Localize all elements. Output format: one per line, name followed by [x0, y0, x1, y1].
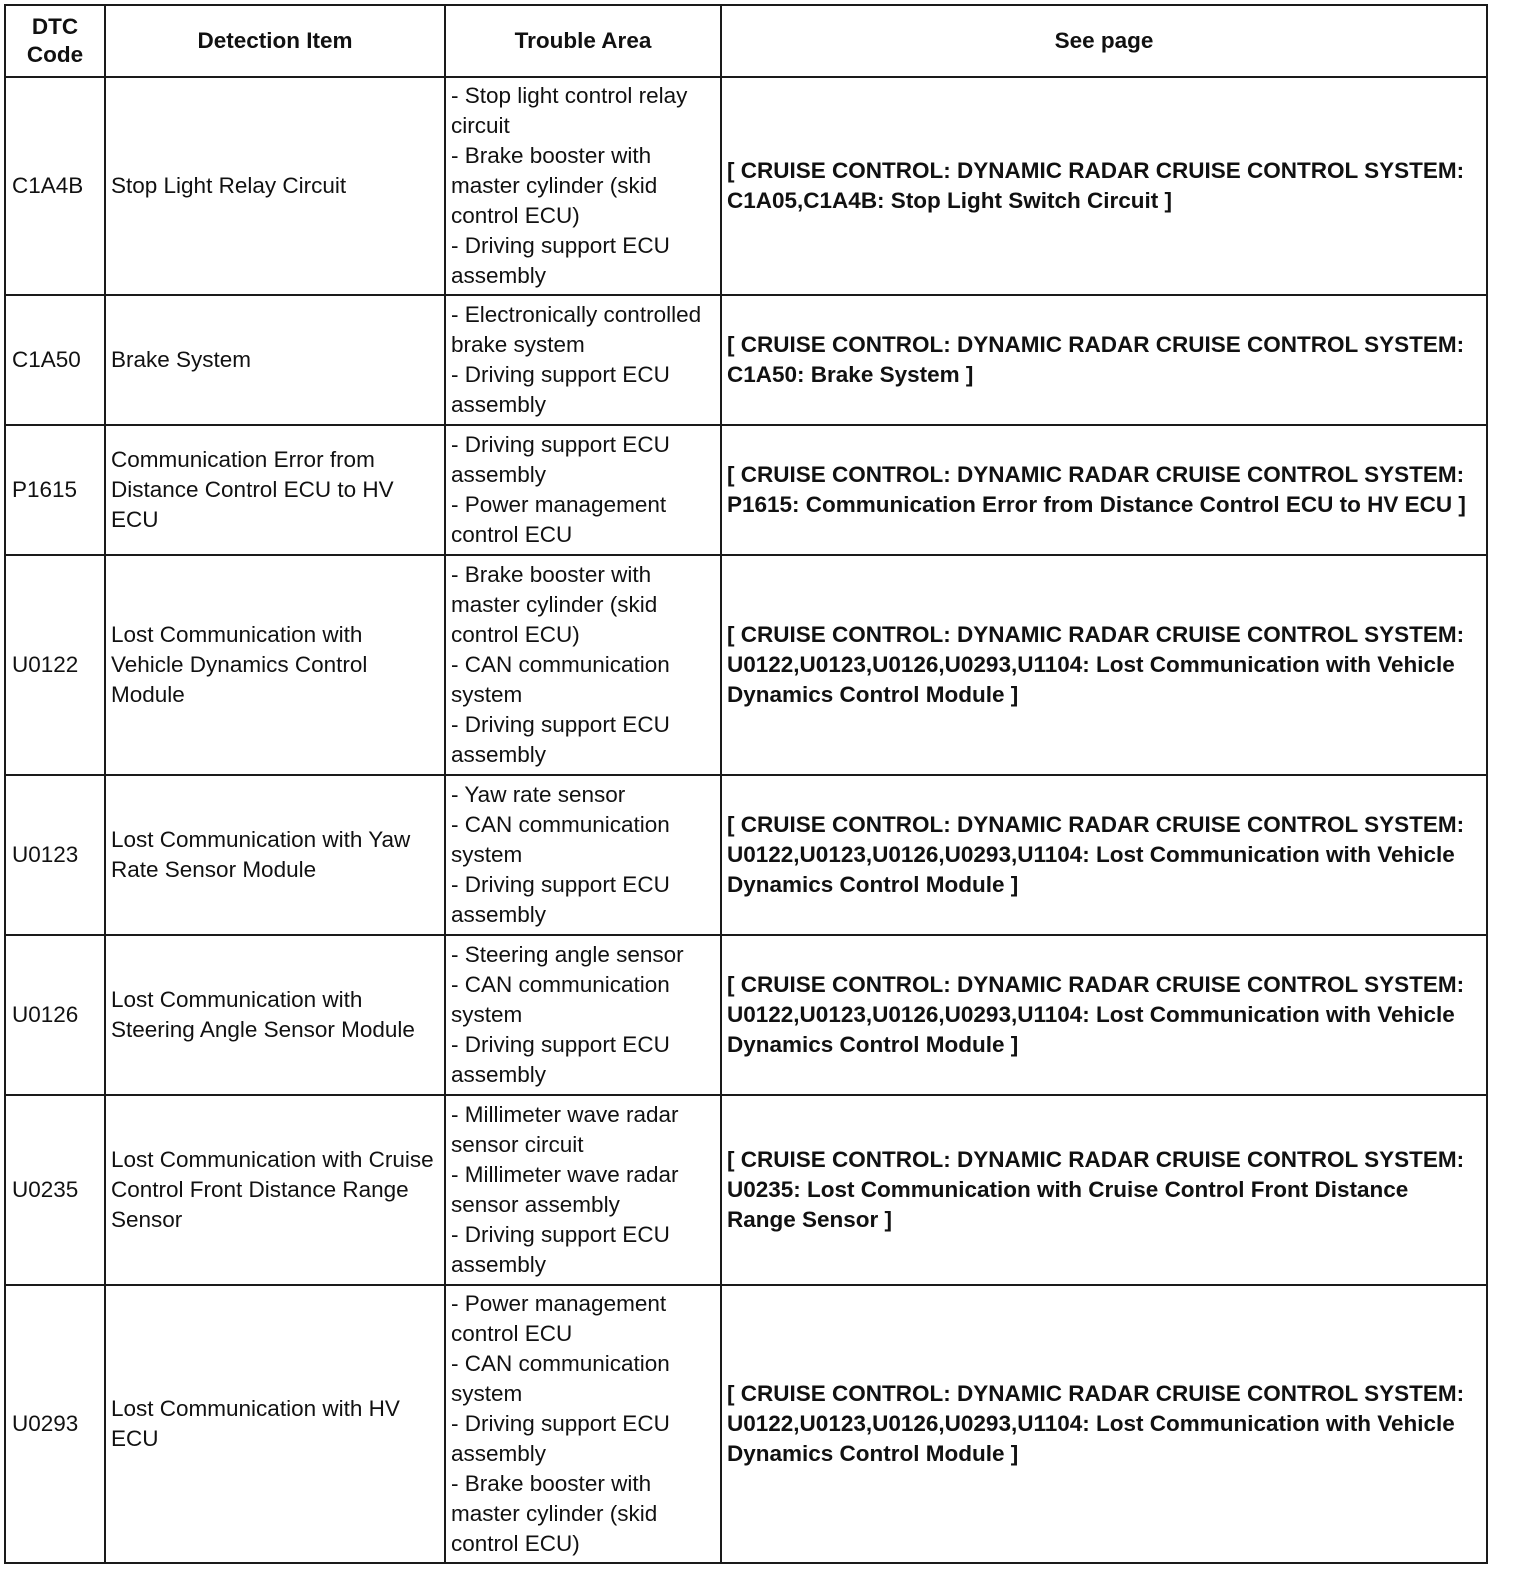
trouble-area-entry: - Brake booster with master cylinder (skid control ECU) — [451, 143, 658, 228]
trouble-area-entry: - Driving support ECU assembly — [451, 362, 670, 417]
trouble-area-entry: - Brake booster with master cylinder (skid control ECU) — [451, 1471, 658, 1556]
trouble-area-entry: - Power management control ECU — [451, 1291, 667, 1346]
table-body — [5, 77, 1487, 1563]
detection-item-cell: Brake System — [105, 295, 445, 425]
trouble-area-entry: - Driving support ECU assembly — [451, 712, 670, 767]
detection-item-cell: Lost Communication with Cruise Control Front Distance Range Sensor — [105, 1095, 445, 1285]
detection-item-cell: Lost Communication with Vehicle Dynamics Control Module — [105, 555, 445, 775]
table-row — [5, 425, 1487, 555]
trouble-area-cell — [445, 1285, 721, 1563]
trouble-area-entry: - Yaw rate sensor — [451, 782, 626, 807]
dtc-code-cell: U0126 — [5, 935, 105, 1095]
trouble-area-cell — [445, 77, 721, 295]
trouble-area-cell — [445, 1095, 721, 1285]
detection-item-cell: Lost Communication with HV ECU — [105, 1285, 445, 1563]
see-page-reference: [ CRUISE CONTROL: DYNAMIC RADAR CRUISE CONTROL SYSTEM: U0122,U0123,U0126,U0293,U1104: Lost Communication with Vehicle Dynamics Control Module ] — [721, 1285, 1487, 1563]
table-row — [5, 295, 1487, 425]
dtc-code-cell: U0235 — [5, 1095, 105, 1285]
trouble-area-cell — [445, 775, 721, 935]
table-row — [5, 1095, 1487, 1285]
trouble-area-entry: - Steering angle sensor — [451, 942, 684, 967]
see-page-reference: [ CRUISE CONTROL: DYNAMIC RADAR CRUISE CONTROL SYSTEM: C1A50: Brake System ] — [721, 295, 1487, 425]
trouble-area-entry: - Power management control ECU — [451, 492, 667, 547]
dtc-table — [4, 4, 1488, 1564]
see-page-reference: [ CRUISE CONTROL: DYNAMIC RADAR CRUISE CONTROL SYSTEM: U0235: Lost Communication with Cruise Control Front Distance Range Sensor ] — [721, 1095, 1487, 1285]
trouble-area-entry: - CAN communication system — [451, 972, 670, 1027]
detection-item-cell: Stop Light Relay Circuit — [105, 77, 445, 295]
dtc-code-cell: C1A4B — [5, 77, 105, 295]
trouble-area-entry: - Driving support ECU assembly — [451, 432, 670, 487]
table-header — [5, 5, 1487, 77]
detection-item-cell: Communication Error from Distance Control ECU to HV ECU — [105, 425, 445, 555]
see-page-reference: [ CRUISE CONTROL: DYNAMIC RADAR CRUISE CONTROL SYSTEM: U0122,U0123,U0126,U0293,U1104: Lost Communication with Vehicle Dynamics Control Module ] — [721, 555, 1487, 775]
dtc-code-cell: U0122 — [5, 555, 105, 775]
header-dtc-code: DTC Code — [5, 5, 105, 77]
detection-item-cell: Lost Communication with Steering Angle Sensor Module — [105, 935, 445, 1095]
table-row — [5, 77, 1487, 295]
trouble-area-entry: - Driving support ECU assembly — [451, 1032, 670, 1087]
trouble-area-cell — [445, 555, 721, 775]
trouble-area-entry: - CAN communication system — [451, 812, 670, 867]
trouble-area-entry: - CAN communication system — [451, 652, 670, 707]
see-page-reference: [ CRUISE CONTROL: DYNAMIC RADAR CRUISE CONTROL SYSTEM: U0122,U0123,U0126,U0293,U1104: Lost Communication with Vehicle Dynamics Control Module ] — [721, 935, 1487, 1095]
trouble-area-entry: - Driving support ECU assembly — [451, 233, 670, 288]
trouble-area-entry: - Stop light control relay circuit — [451, 83, 688, 138]
header-row — [5, 5, 1487, 77]
table-row — [5, 775, 1487, 935]
trouble-area-entry: - Brake booster with master cylinder (skid control ECU) — [451, 562, 658, 647]
trouble-area-cell — [445, 425, 721, 555]
trouble-area-entry: - Millimeter wave radar sensor assembly — [451, 1162, 679, 1217]
see-page-reference: [ CRUISE CONTROL: DYNAMIC RADAR CRUISE CONTROL SYSTEM: C1A05,C1A4B: Stop Light Switch Circuit ] — [721, 77, 1487, 295]
header-trouble-area: Trouble Area — [445, 5, 721, 77]
detection-item-cell: Lost Communication with Yaw Rate Sensor Module — [105, 775, 445, 935]
dtc-code-cell: P1615 — [5, 425, 105, 555]
trouble-area-entry: - Millimeter wave radar sensor circuit — [451, 1102, 679, 1157]
dtc-code-cell: C1A50 — [5, 295, 105, 425]
trouble-area-cell — [445, 935, 721, 1095]
table-row — [5, 935, 1487, 1095]
table-row — [5, 1285, 1487, 1563]
trouble-area-entry: - Driving support ECU assembly — [451, 1411, 670, 1466]
dtc-code-cell: U0123 — [5, 775, 105, 935]
trouble-area-entry: - Electronically controlled brake system — [451, 302, 702, 357]
trouble-area-entry: - Driving support ECU assembly — [451, 1222, 670, 1277]
see-page-reference: [ CRUISE CONTROL: DYNAMIC RADAR CRUISE CONTROL SYSTEM: U0122,U0123,U0126,U0293,U1104: Lost Communication with Vehicle Dynamics Control Module ] — [721, 775, 1487, 935]
header-detection-item: Detection Item — [105, 5, 445, 77]
table-row — [5, 555, 1487, 775]
header-see-page: See page — [721, 5, 1487, 77]
trouble-area-entry: - Driving support ECU assembly — [451, 872, 670, 927]
trouble-area-cell — [445, 295, 721, 425]
dtc-code-cell: U0293 — [5, 1285, 105, 1563]
see-page-reference: [ CRUISE CONTROL: DYNAMIC RADAR CRUISE CONTROL SYSTEM: P1615: Communication Error from Distance Control ECU to HV ECU ] — [721, 425, 1487, 555]
trouble-area-entry: - CAN communication system — [451, 1351, 670, 1406]
